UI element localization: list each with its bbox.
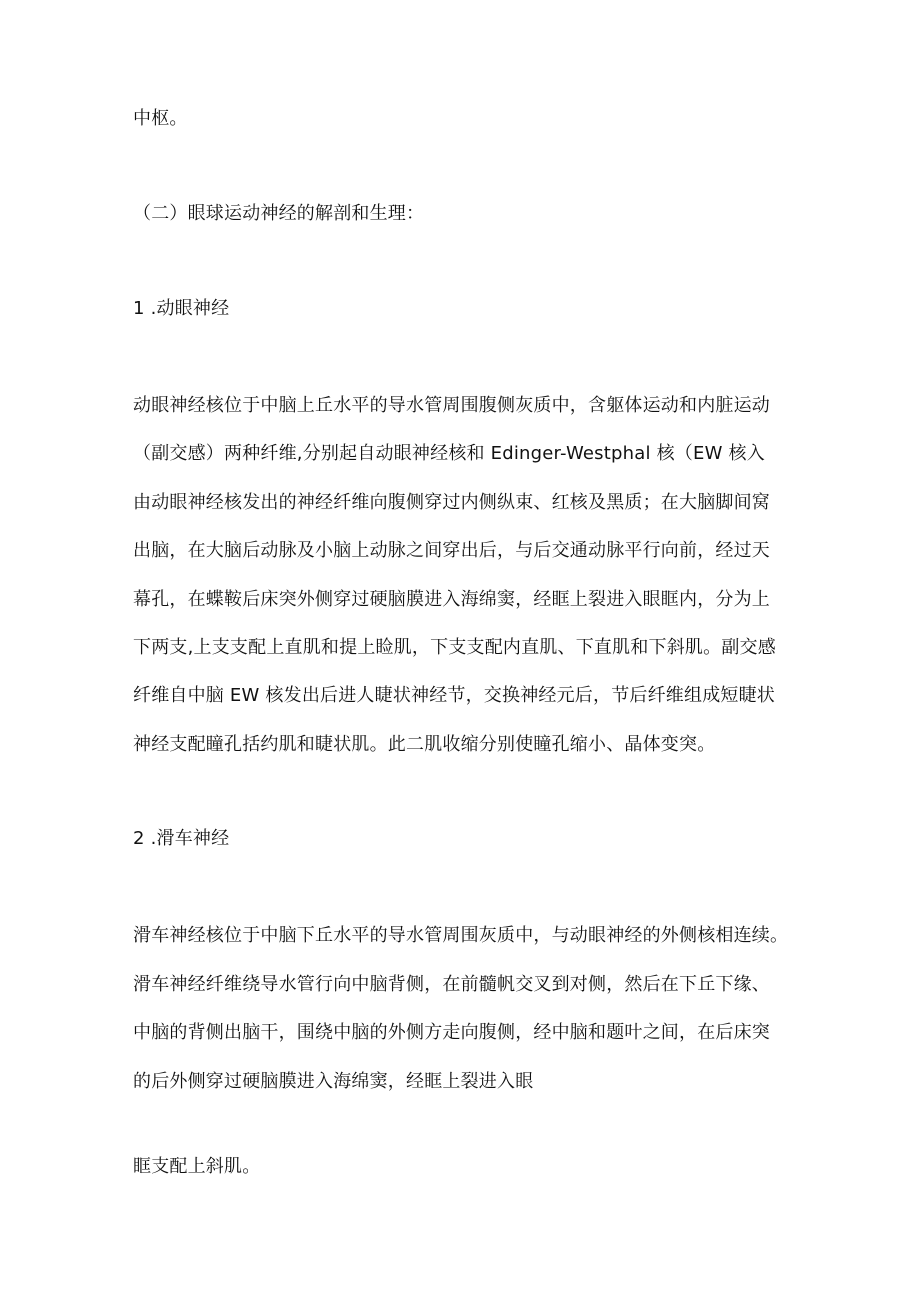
paragraph-trochlear-line-1: 滑车神经核位于中脑下丘水平的导水管周围灰质中，与动眼神经的外侧核相连续。 xyxy=(133,925,789,946)
paragraph-oculomotor-line-3: 由动眼神经核发出的神经纤维向腹侧穿过内侧纵束、红核及黑质；在大脑脚间窝 xyxy=(133,492,770,513)
paragraph-oculomotor-line-6: 下两支,上支支配上直肌和提上睑肌，下支支配内直肌、下直肌和下斜肌。副交感 xyxy=(133,637,776,658)
paragraph-trochlear-line-3: 中脑的背侧出脑干，围绕中脑的外侧方走向腹侧，经中脑和题叶之间，在后床突 xyxy=(133,1022,770,1043)
paragraph-oculomotor-line-1: 动眼神经核位于中脑上丘水平的导水管周围腹侧灰质中，含躯体运动和内脏运动 xyxy=(133,395,770,416)
subsection-heading-oculomotor: 1 .动眼神经 xyxy=(133,298,230,319)
paragraph-trochlear-line-2: 滑车神经纤维绕导水管行向中脑背侧，在前髓帆交叉到对侧，然后在下丘下缘、 xyxy=(133,974,770,995)
subsection-heading-trochlear: 2 .滑车神经 xyxy=(133,828,230,849)
paragraph-trochlear-line-4: 的后外侧穿过硬脑膜进入海绵窦，经眶上裂进入眼 xyxy=(133,1071,534,1092)
section-heading: （二）眼球运动神经的解剖和生理： xyxy=(133,203,425,224)
paragraph-trochlear-tail: 眶支配上斜肌。 xyxy=(133,1156,261,1177)
paragraph-oculomotor-line-5: 幕孔，在蝶鞍后床突外侧穿过硬脑膜进入海绵窦，经眶上裂进入眼眶内，分为上 xyxy=(133,589,770,610)
paragraph-intro-tail: 中枢。 xyxy=(133,108,188,129)
paragraph-oculomotor-line-7: 纤维自中脑 EW 核发出后进人睫状神经节，交换神经元后，节后纤维组成短睫状 xyxy=(133,685,776,706)
paragraph-oculomotor-line-8: 神经支配瞳孔括约肌和睫状肌。此二肌收缩分别使瞳孔缩小、晶体变突。 xyxy=(133,734,716,755)
paragraph-oculomotor-line-4: 出脑，在大脑后动脉及小脑上动脉之间穿出后，与后交通动脉平行向前，经过天 xyxy=(133,540,770,561)
paragraph-oculomotor-line-2: （副交感）两种纤维,分别起自动眼神经核和 Edinger-Westphal 核（EW 核入 xyxy=(133,443,765,464)
